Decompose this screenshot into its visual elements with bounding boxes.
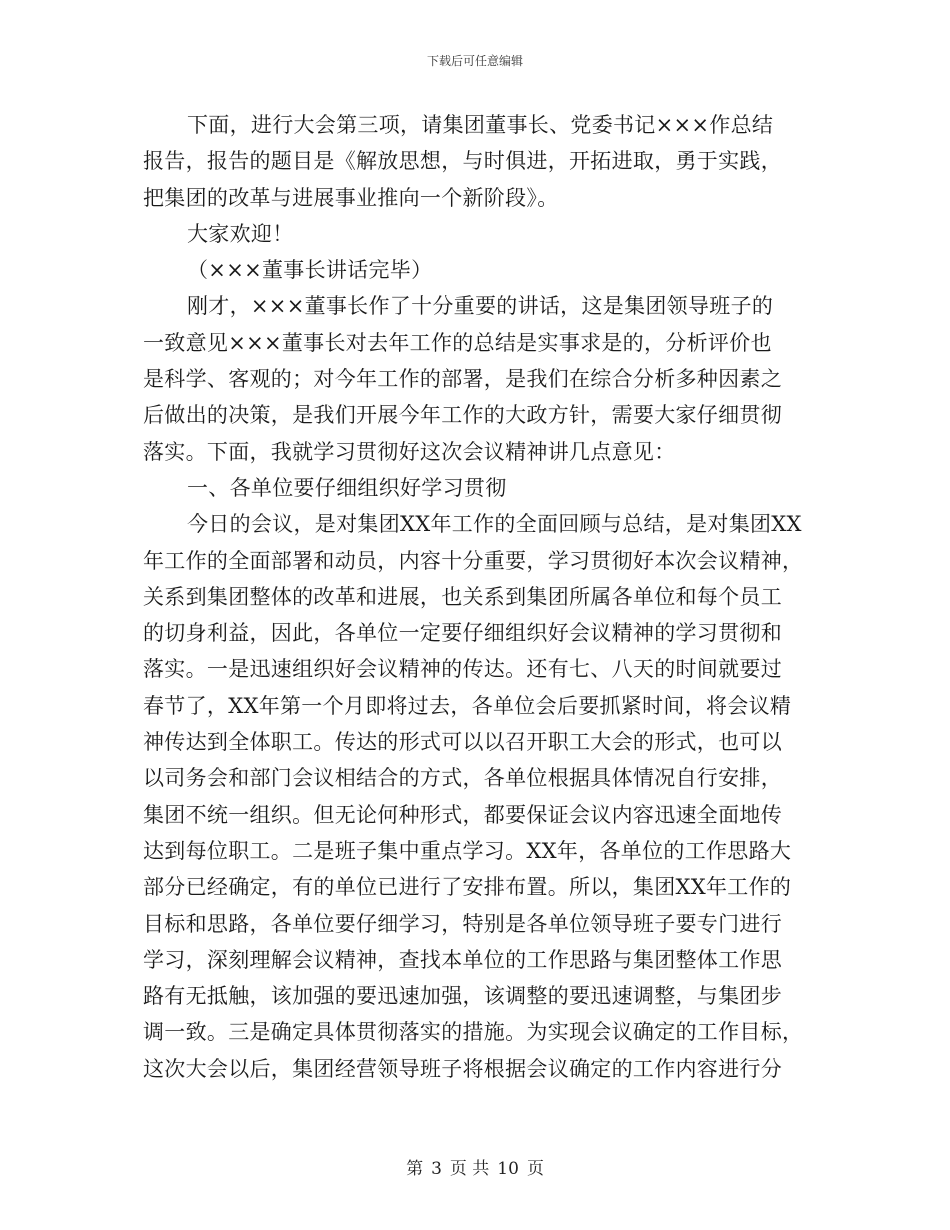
paragraph-line: 部分已经确定，有的单位已进行了安排布置。所以，集团XX年工作的	[143, 875, 792, 900]
paragraph-line: 下面，进行大会第三项，请集团董事长、党委书记×××作总结	[187, 113, 774, 137]
paragraph-line: 调一致。三是确定具体贯彻落实的措施。为实现会议确定的工作目标，	[143, 1020, 804, 1045]
paragraph-line: 后做出的决策，是我们开展今年工作的大政方针，需要大家仔细贯彻	[143, 403, 782, 428]
paragraph-line: 关系到集团整体的改革和进展，也关系到集团所属各单位和每个员工	[143, 584, 782, 609]
page-label-prefix: 第	[406, 1159, 424, 1179]
paragraph-line: 神传达到全体职工。传达的形式可以以召开职工大会的形式，也可以	[143, 730, 782, 755]
page-header: 下载后可任意编辑	[426, 54, 523, 68]
paragraph-line: 目标和思路，各单位要仔细学习，特别是各单位领导班子要专门进行	[143, 911, 782, 936]
paragraph-line: 今日的会议，是对集团XX年工作的全面回顾与总结，是对集团XX	[187, 512, 802, 537]
paragraph-line: 落实。一是迅速组织好会议精神的传达。还有七、八天的时间就要过	[143, 657, 782, 682]
paragraph-line: 学习，深刻理解会议精神，查找本单位的工作思路与集团整体工作思	[143, 947, 782, 972]
paragraph-line: 落实。下面，我就学习贯彻好这次会议精神讲几点意见：	[143, 439, 676, 464]
paragraph-line: 一致意见×××董事长对去年工作的总结是实事求是的，分析评价也	[143, 330, 772, 355]
page-label-mid: 页 共	[449, 1159, 490, 1179]
paragraph-line: 大家欢迎！	[187, 221, 294, 246]
paragraph-line: 报告，报告的题目是《解放思想，与时俱进，开拓进取，勇于实践，	[143, 149, 782, 174]
paragraph-line: 年工作的全面部署和动员，内容十分重要，学习贯彻好本次会议精神，	[143, 548, 804, 573]
paragraph-line: 集团不统一组织。但无论何种形式，都要保证会议内容迅速全面地传	[143, 802, 782, 827]
paragraph-line: 春节了，XX年第一个月即将过去，各单位会后要抓紧时间，将会议精	[143, 693, 792, 718]
paragraph-line: 这次大会以后，集团经营领导班子将根据会议确定的工作内容进行分	[143, 1056, 782, 1081]
paragraph-line: （×××董事长讲话完毕）	[187, 258, 433, 283]
paragraph-line: 刚才，×××董事长作了十分重要的讲话，这是集团领导班子的	[187, 294, 774, 319]
paragraph-line: 路有无抵触，该加强的要迅速加强，该调整的要迅速调整，与集团步	[143, 984, 782, 1009]
page-footer	[0, 1154, 950, 1179]
page-total: 10	[497, 1159, 519, 1179]
section-heading: 一、各单位要仔细组织好学习贯彻	[187, 475, 507, 500]
paragraph-line: 达到每位职工。二是班子集中重点学习。XX年，各单位的工作思路大	[143, 838, 792, 863]
paragraph-line: 是科学、客观的；对今年工作的部署，是我们在综合分析多种因素之	[143, 367, 782, 392]
paragraph-line: 把集团的改革与进展事业推向一个新阶段》。	[143, 185, 559, 210]
page-number: 3	[431, 1159, 442, 1179]
paragraph-line: 以司务会和部门会议相结合的方式，各单位根据具体情况自行安排，	[143, 766, 782, 791]
paragraph-line: 的切身利益，因此，各单位一定要仔细组织好会议精神的学习贯彻和	[143, 621, 782, 646]
document-body	[143, 107, 811, 1087]
page-label-suffix: 页	[526, 1159, 544, 1179]
